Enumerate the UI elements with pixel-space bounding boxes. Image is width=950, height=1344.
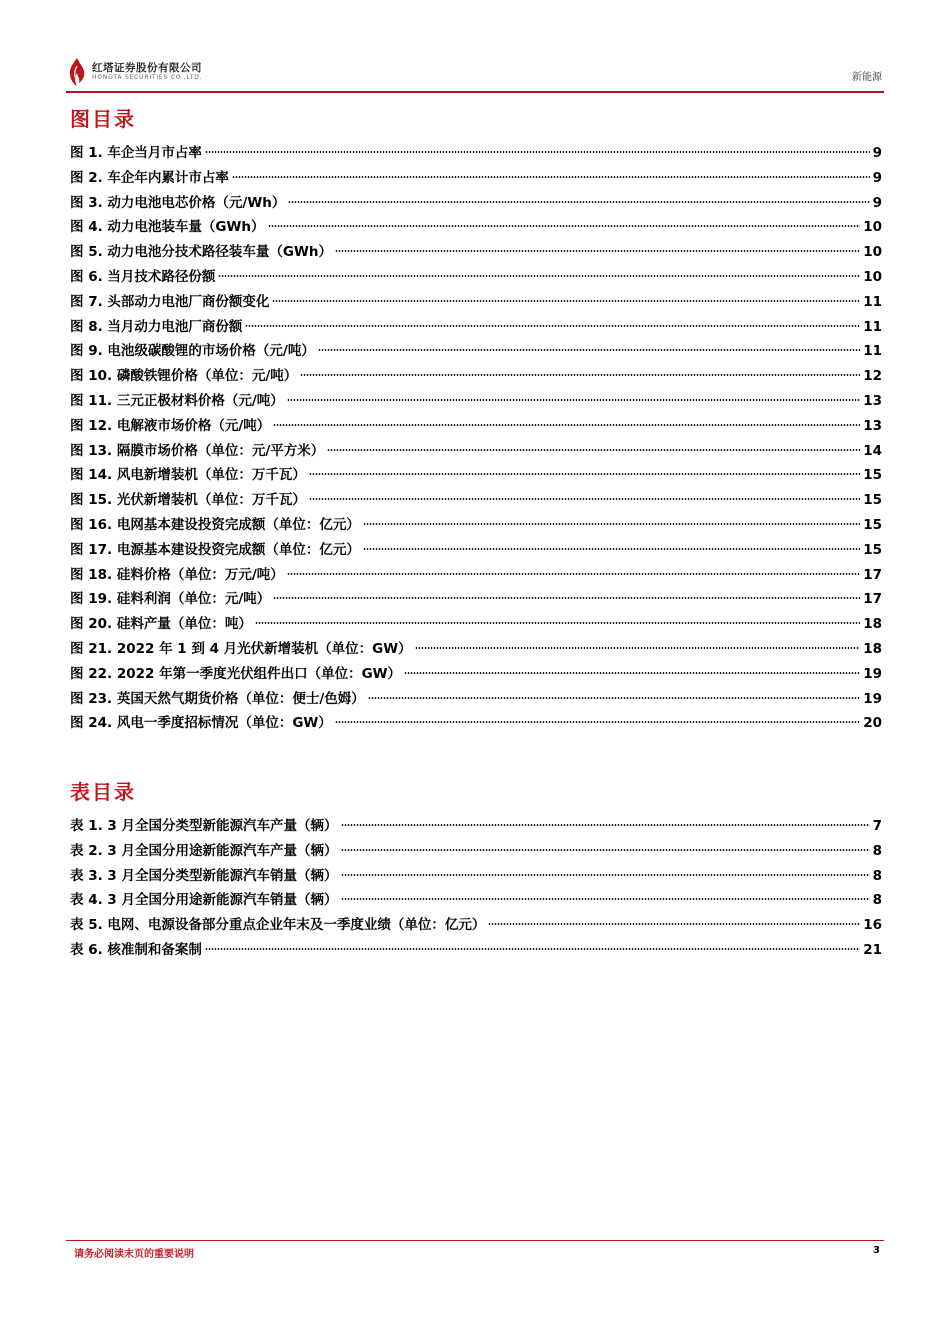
figure-toc-entry[interactable] [70, 240, 882, 265]
figure-toc-entry[interactable] [70, 265, 882, 290]
dot-leader [273, 424, 860, 426]
dot-leader [300, 374, 860, 376]
dot-leader [309, 473, 860, 475]
figure-toc-entry[interactable] [70, 538, 882, 563]
toc-entry-label[interactable]: 图 7. 头部动力电池厂商份额变化 [70, 293, 270, 310]
dot-leader [363, 523, 860, 525]
toc-entry-page[interactable]: 8 [872, 867, 882, 884]
dot-leader [341, 874, 870, 876]
toc-entry-label[interactable]: 图 4. 动力电池装车量（GWh） [70, 219, 265, 236]
toc-entry-label[interactable]: 图 16. 电网基本建设投资完成额（单位：亿元） [70, 516, 360, 533]
figure-toc-entry[interactable] [70, 612, 882, 637]
figure-toc-entry[interactable] [70, 290, 882, 315]
dot-leader [415, 647, 861, 649]
toc-entry-page[interactable]: 14 [863, 442, 882, 459]
toc-entry-page[interactable]: 11 [863, 318, 882, 335]
dot-leader [245, 325, 860, 327]
toc-entry-label[interactable]: 图 1. 车企当月市占率 [70, 145, 202, 161]
dot-leader [287, 399, 860, 401]
figure-toc-entry[interactable] [70, 563, 882, 588]
toc-entry-label[interactable]: 图 9. 电池级碳酸锂的市场价格（元/吨） [70, 343, 315, 360]
figure-toc-entry[interactable] [70, 414, 882, 439]
toc-entry-page[interactable]: 17 [863, 591, 882, 608]
company-name-cn: 红塔证券股份有限公司 [92, 62, 202, 74]
toc-entry-page[interactable]: 19 [863, 690, 882, 707]
toc-entry-label[interactable]: 图 21. 2022 年 1 到 4 月光伏新增装机（单位：GW） [70, 640, 412, 657]
figure-toc-entry[interactable] [70, 389, 882, 414]
toc-entry-page[interactable]: 9 [872, 145, 882, 161]
toc-entry-page[interactable]: 16 [863, 917, 882, 934]
toc-entry-label[interactable]: 表 5. 电网、电源设备部分重点企业年末及一季度业绩（单位：亿元） [70, 917, 486, 934]
toc-entry-label[interactable]: 图 6. 当月技术路径份额 [70, 268, 216, 285]
toc-entry-page[interactable]: 15 [863, 492, 882, 509]
company-name-en: HONGTA SECURITIES CO.,LTD. [92, 74, 203, 81]
tables-list [70, 814, 882, 963]
header-divider [66, 91, 884, 93]
figure-toc-entry[interactable] [70, 662, 882, 687]
figure-toc-entry[interactable] [70, 513, 882, 538]
toc-entry-page[interactable]: 9 [872, 194, 882, 211]
table-toc-entry[interactable] [70, 814, 882, 839]
figures-list [70, 141, 882, 736]
toc-entry-page[interactable]: 15 [863, 516, 882, 533]
toc-entry-page[interactable]: 15 [863, 467, 882, 484]
toc-entry-page[interactable]: 7 [872, 818, 882, 834]
toc-entry-label[interactable]: 图 18. 硅料价格（单位：万元/吨） [70, 566, 284, 583]
toc-entry-label[interactable]: 图 11. 三元正极材料价格（元/吨） [70, 392, 284, 409]
toc-entry-page[interactable]: 15 [863, 541, 882, 558]
toc-entry-label[interactable]: 图 17. 电源基本建设投资完成额（单位：亿元） [70, 541, 360, 558]
dot-leader [363, 548, 860, 550]
section-tag: 新能源 [852, 72, 882, 83]
dot-leader [341, 898, 870, 900]
footer-divider [66, 1240, 884, 1241]
toc-entry-page[interactable]: 10 [863, 268, 882, 285]
dot-leader [335, 721, 860, 723]
dot-leader [272, 300, 860, 302]
figure-toc-entry[interactable] [70, 463, 882, 488]
dot-leader [318, 349, 860, 351]
toc-entry-page[interactable]: 18 [863, 640, 882, 657]
figure-toc-entry[interactable] [70, 364, 882, 389]
dot-leader [341, 849, 870, 851]
dot-leader [309, 498, 860, 500]
toc-entry-label[interactable]: 图 2. 车企年内累计市占率 [70, 169, 229, 186]
page-header [66, 56, 884, 90]
dot-leader [205, 151, 870, 153]
toc-entry-label[interactable]: 表 6. 核准制和备案制 [70, 941, 202, 958]
hongta-flame-icon [66, 57, 88, 87]
toc-entry-label[interactable]: 图 22. 2022 年第一季度光伏组件出口（单位：GW） [70, 665, 402, 682]
toc-entry-page[interactable]: 11 [863, 343, 882, 360]
tables-heading: 表目录 [70, 780, 136, 804]
dot-leader [335, 250, 860, 252]
figure-toc-entry[interactable] [70, 215, 882, 240]
toc-entry-label[interactable]: 图 5. 动力电池分技术路径装车量（GWh） [70, 244, 333, 261]
figure-toc-entry[interactable] [70, 141, 882, 166]
toc-entry-label[interactable]: 图 13. 隔膜市场价格（单位：元/平方米） [70, 442, 325, 459]
figure-toc-entry[interactable] [70, 166, 882, 191]
dot-leader [368, 697, 860, 699]
toc-entry-page[interactable]: 10 [863, 244, 882, 261]
figure-toc-entry[interactable] [70, 439, 882, 464]
figure-toc-entry[interactable] [70, 339, 882, 364]
dot-leader [268, 225, 861, 227]
dot-leader [488, 923, 860, 925]
toc-entry-page[interactable]: 17 [863, 566, 882, 583]
toc-entry-label[interactable]: 图 19. 硅料利润（单位：元/吨） [70, 591, 271, 608]
toc-entry-label[interactable]: 图 15. 光伏新增装机（单位：万千瓦） [70, 492, 306, 509]
toc-entry-label[interactable]: 图 12. 电解液市场价格（元/吨） [70, 417, 271, 434]
dot-leader [341, 824, 870, 826]
figure-toc-entry[interactable] [70, 587, 882, 612]
figure-toc-entry[interactable] [70, 191, 882, 216]
toc-entry-label[interactable]: 表 3. 3 月全国分类型新能源汽车销量（辆） [70, 867, 338, 884]
toc-entry-label[interactable]: 图 14. 风电新增装机（单位：万千瓦） [70, 467, 306, 484]
toc-entry-label[interactable]: 图 24. 风电一季度招标情况（单位：GW） [70, 715, 332, 732]
dot-leader [273, 597, 860, 599]
dot-leader [205, 948, 860, 950]
table-toc-entry[interactable] [70, 913, 882, 938]
toc-entry-page[interactable]: 11 [863, 293, 882, 310]
toc-entry-page[interactable]: 10 [863, 219, 882, 236]
toc-entry-label[interactable]: 图 23. 英国天然气期货价格（单位：便士/色姆） [70, 690, 365, 707]
toc-entry-page[interactable]: 19 [863, 665, 882, 682]
dot-leader [255, 622, 860, 624]
dot-leader [218, 275, 860, 277]
table-toc-entry[interactable] [70, 864, 882, 889]
toc-entry-page[interactable]: 8 [872, 842, 882, 859]
toc-entry-page[interactable]: 20 [863, 715, 882, 732]
page-number: 3 [873, 1245, 880, 1256]
table-toc-entry[interactable] [70, 888, 882, 913]
toc-entry-label[interactable]: 表 1. 3 月全国分类型新能源汽车产量（辆） [70, 818, 338, 834]
figure-toc-entry[interactable] [70, 315, 882, 340]
toc-entry-page[interactable]: 21 [863, 941, 882, 958]
figures-heading: 图目录 [70, 107, 136, 131]
figure-toc-entry[interactable] [70, 687, 882, 712]
dot-leader [232, 176, 870, 178]
table-toc-entry[interactable] [70, 839, 882, 864]
toc-entry-label[interactable]: 表 2. 3 月全国分用途新能源汽车产量（辆） [70, 842, 338, 859]
dot-leader [287, 573, 860, 575]
toc-entry-label[interactable]: 表 4. 3 月全国分用途新能源汽车销量（辆） [70, 892, 338, 909]
toc-entry-label[interactable]: 图 8. 当月动力电池厂商份额 [70, 318, 243, 335]
figure-toc-entry[interactable] [70, 711, 882, 736]
toc-entry-label[interactable]: 图 20. 硅料产量（单位：吨） [70, 616, 252, 633]
toc-entry-page[interactable]: 9 [872, 169, 882, 186]
dot-leader [327, 449, 860, 451]
dot-leader [288, 201, 869, 203]
toc-entry-page[interactable]: 13 [863, 417, 882, 434]
table-toc-entry[interactable] [70, 938, 882, 963]
toc-entry-label[interactable]: 图 3. 动力电池电芯价格（元/Wh） [70, 194, 286, 211]
toc-entry-label[interactable]: 图 10. 磷酸铁锂价格（单位：元/吨） [70, 368, 298, 385]
company-logo [66, 56, 202, 88]
toc-entry-page[interactable]: 8 [872, 892, 882, 909]
toc-entry-page[interactable]: 12 [863, 368, 882, 385]
toc-entry-page[interactable]: 13 [863, 392, 882, 409]
footer-disclaimer: 请务必阅读末页的重要说明 [74, 1249, 194, 1260]
toc-entry-page[interactable]: 18 [863, 616, 882, 633]
figure-toc-entry[interactable] [70, 637, 882, 662]
dot-leader [404, 672, 860, 674]
figure-toc-entry[interactable] [70, 488, 882, 513]
